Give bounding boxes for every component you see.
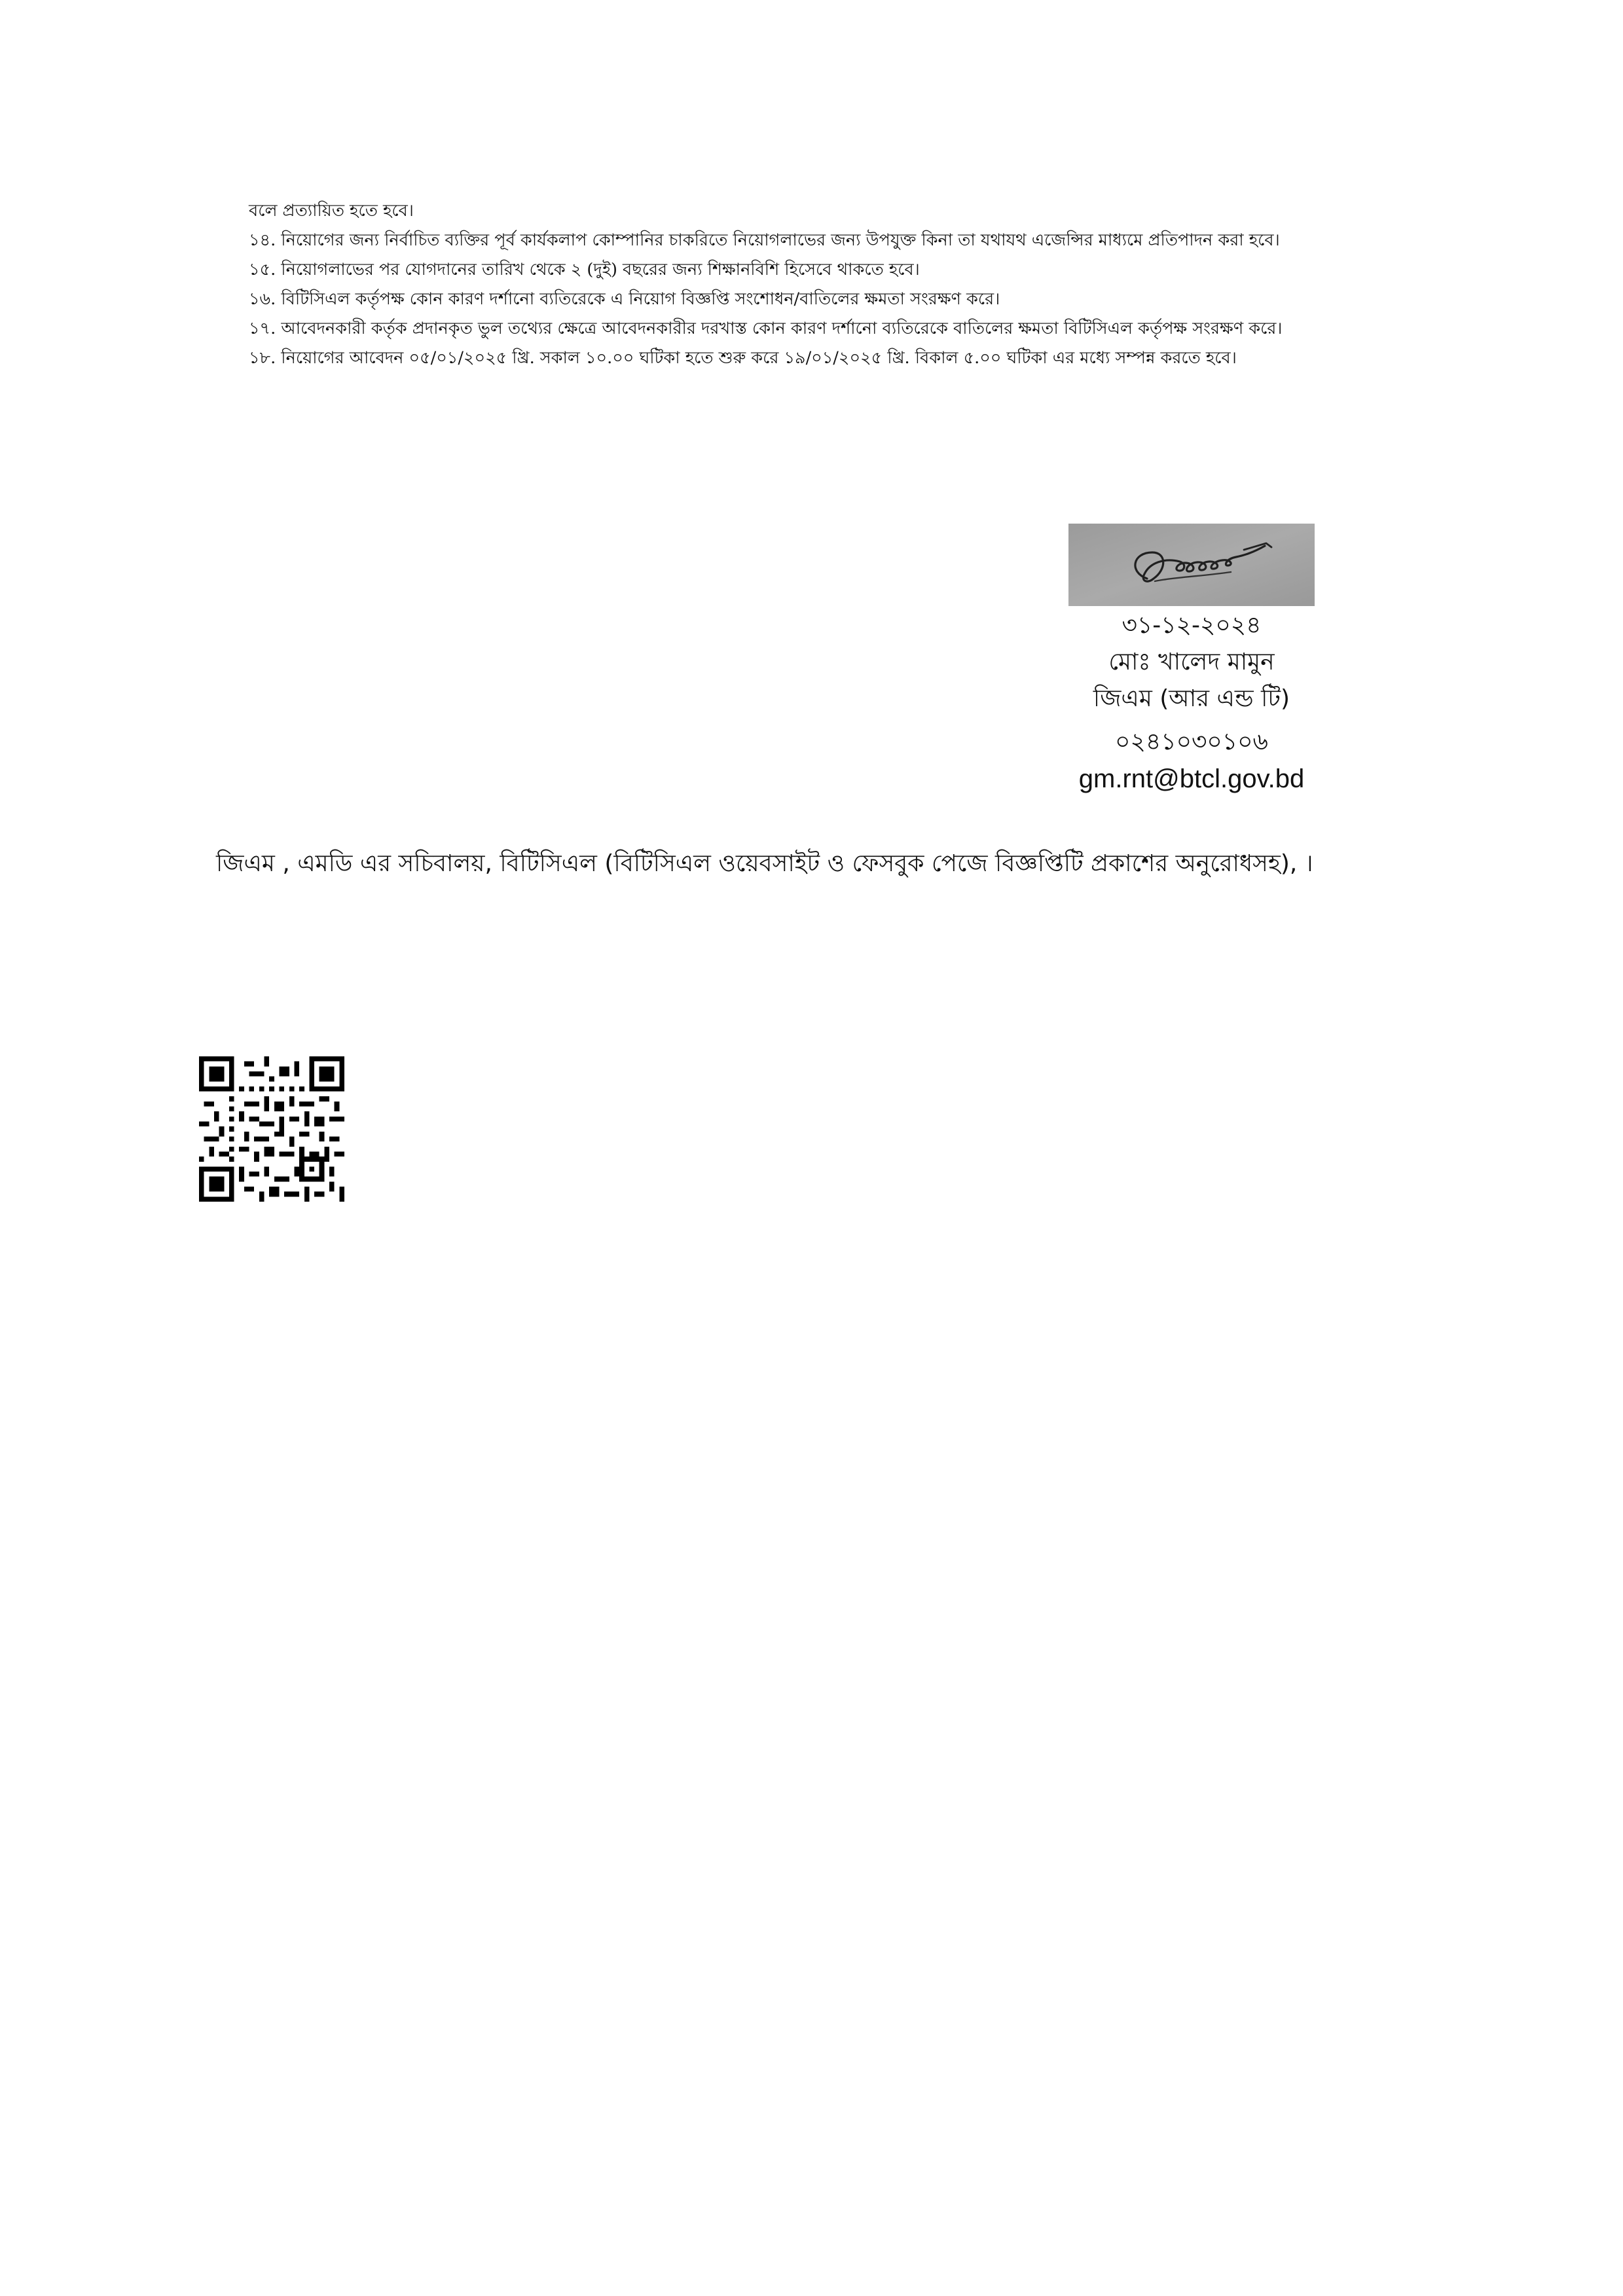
signature-image: [1068, 524, 1315, 606]
qr-code-icon: [199, 1056, 344, 1202]
term-item: ১৬. বিটিসিএল কর্তৃপক্ষ কোন কারণ দর্শানো ব্যতিরেকে এ নিয়োগ বিজ্ঞপ্তি সংশোধন/বাতিলের ক্ষমতা সংরক্ষণ করে।: [249, 289, 1000, 309]
signatory-designation: জিএম (আর এন্ড টি): [1093, 685, 1290, 712]
distribution-line: জিএম , এমডি এর সচিবালয়, বিটিসিএল (বিটিসিএল ওয়েবসাইট ও ফেসবুক পেজে বিজ্ঞপ্তিটি প্রকাশের অনুরোধসহ), ।: [216, 850, 1313, 877]
term-item: ১৭. আবেদনকারী কর্তৃক প্রদানকৃত ভুল তথ্যের ক্ষেত্রে আবেদনকারীর দরখাস্ত কোন কারণ দর্শানো ব্যতিরেকে বাতিলের ক্ষমতা বিটিসিএল কর্তৃপক্ষ সংরক্ষণ করে।: [249, 319, 1283, 338]
signatory-email: gm.rnt@btcl.gov.bd: [1078, 764, 1305, 793]
terms-list: [249, 196, 1421, 373]
signatory-phone: ০২৪১০৩০১০৬: [1115, 728, 1268, 755]
term-item: ১৪. নিয়োগের জন্য নির্বাচিত ব্যক্তির পূর্ব কার্যকলাপ কোম্পানির চাকরিতে নিয়োগলাভের জন্য উপযুক্ত কিনা তা যথাযথ এজেন্সির মাধ্যমে প্রতিপাদন করা হবে।: [249, 230, 1280, 250]
signatory-name: মোঃ খালেদ মামুন: [1108, 649, 1275, 675]
signature-date: ৩১-১২-২০২৪: [1122, 612, 1262, 639]
term-item: ১৮. নিয়োগের আবেদন ০৫/০১/২০২৫ খ্রি. সকাল ১০.০০ ঘটিকা হতে শুরু করে ১৯/০১/২০২৫ খ্রি. বিকাল ৫.০০ ঘটিকা এর মধ্যে সম্পন্ন করতে হবে।: [249, 348, 1237, 368]
signature-block: [1061, 524, 1322, 797]
term-item: বলে প্রত্যায়িত হতে হবে।: [249, 201, 414, 221]
term-item: ১৫. নিয়োগলাভের পর যোগদানের তারিখ থেকে ২ (দুই) বছরের জন্য শিক্ষানবিশি হিসেবে থাকতে হবে।: [249, 260, 920, 279]
